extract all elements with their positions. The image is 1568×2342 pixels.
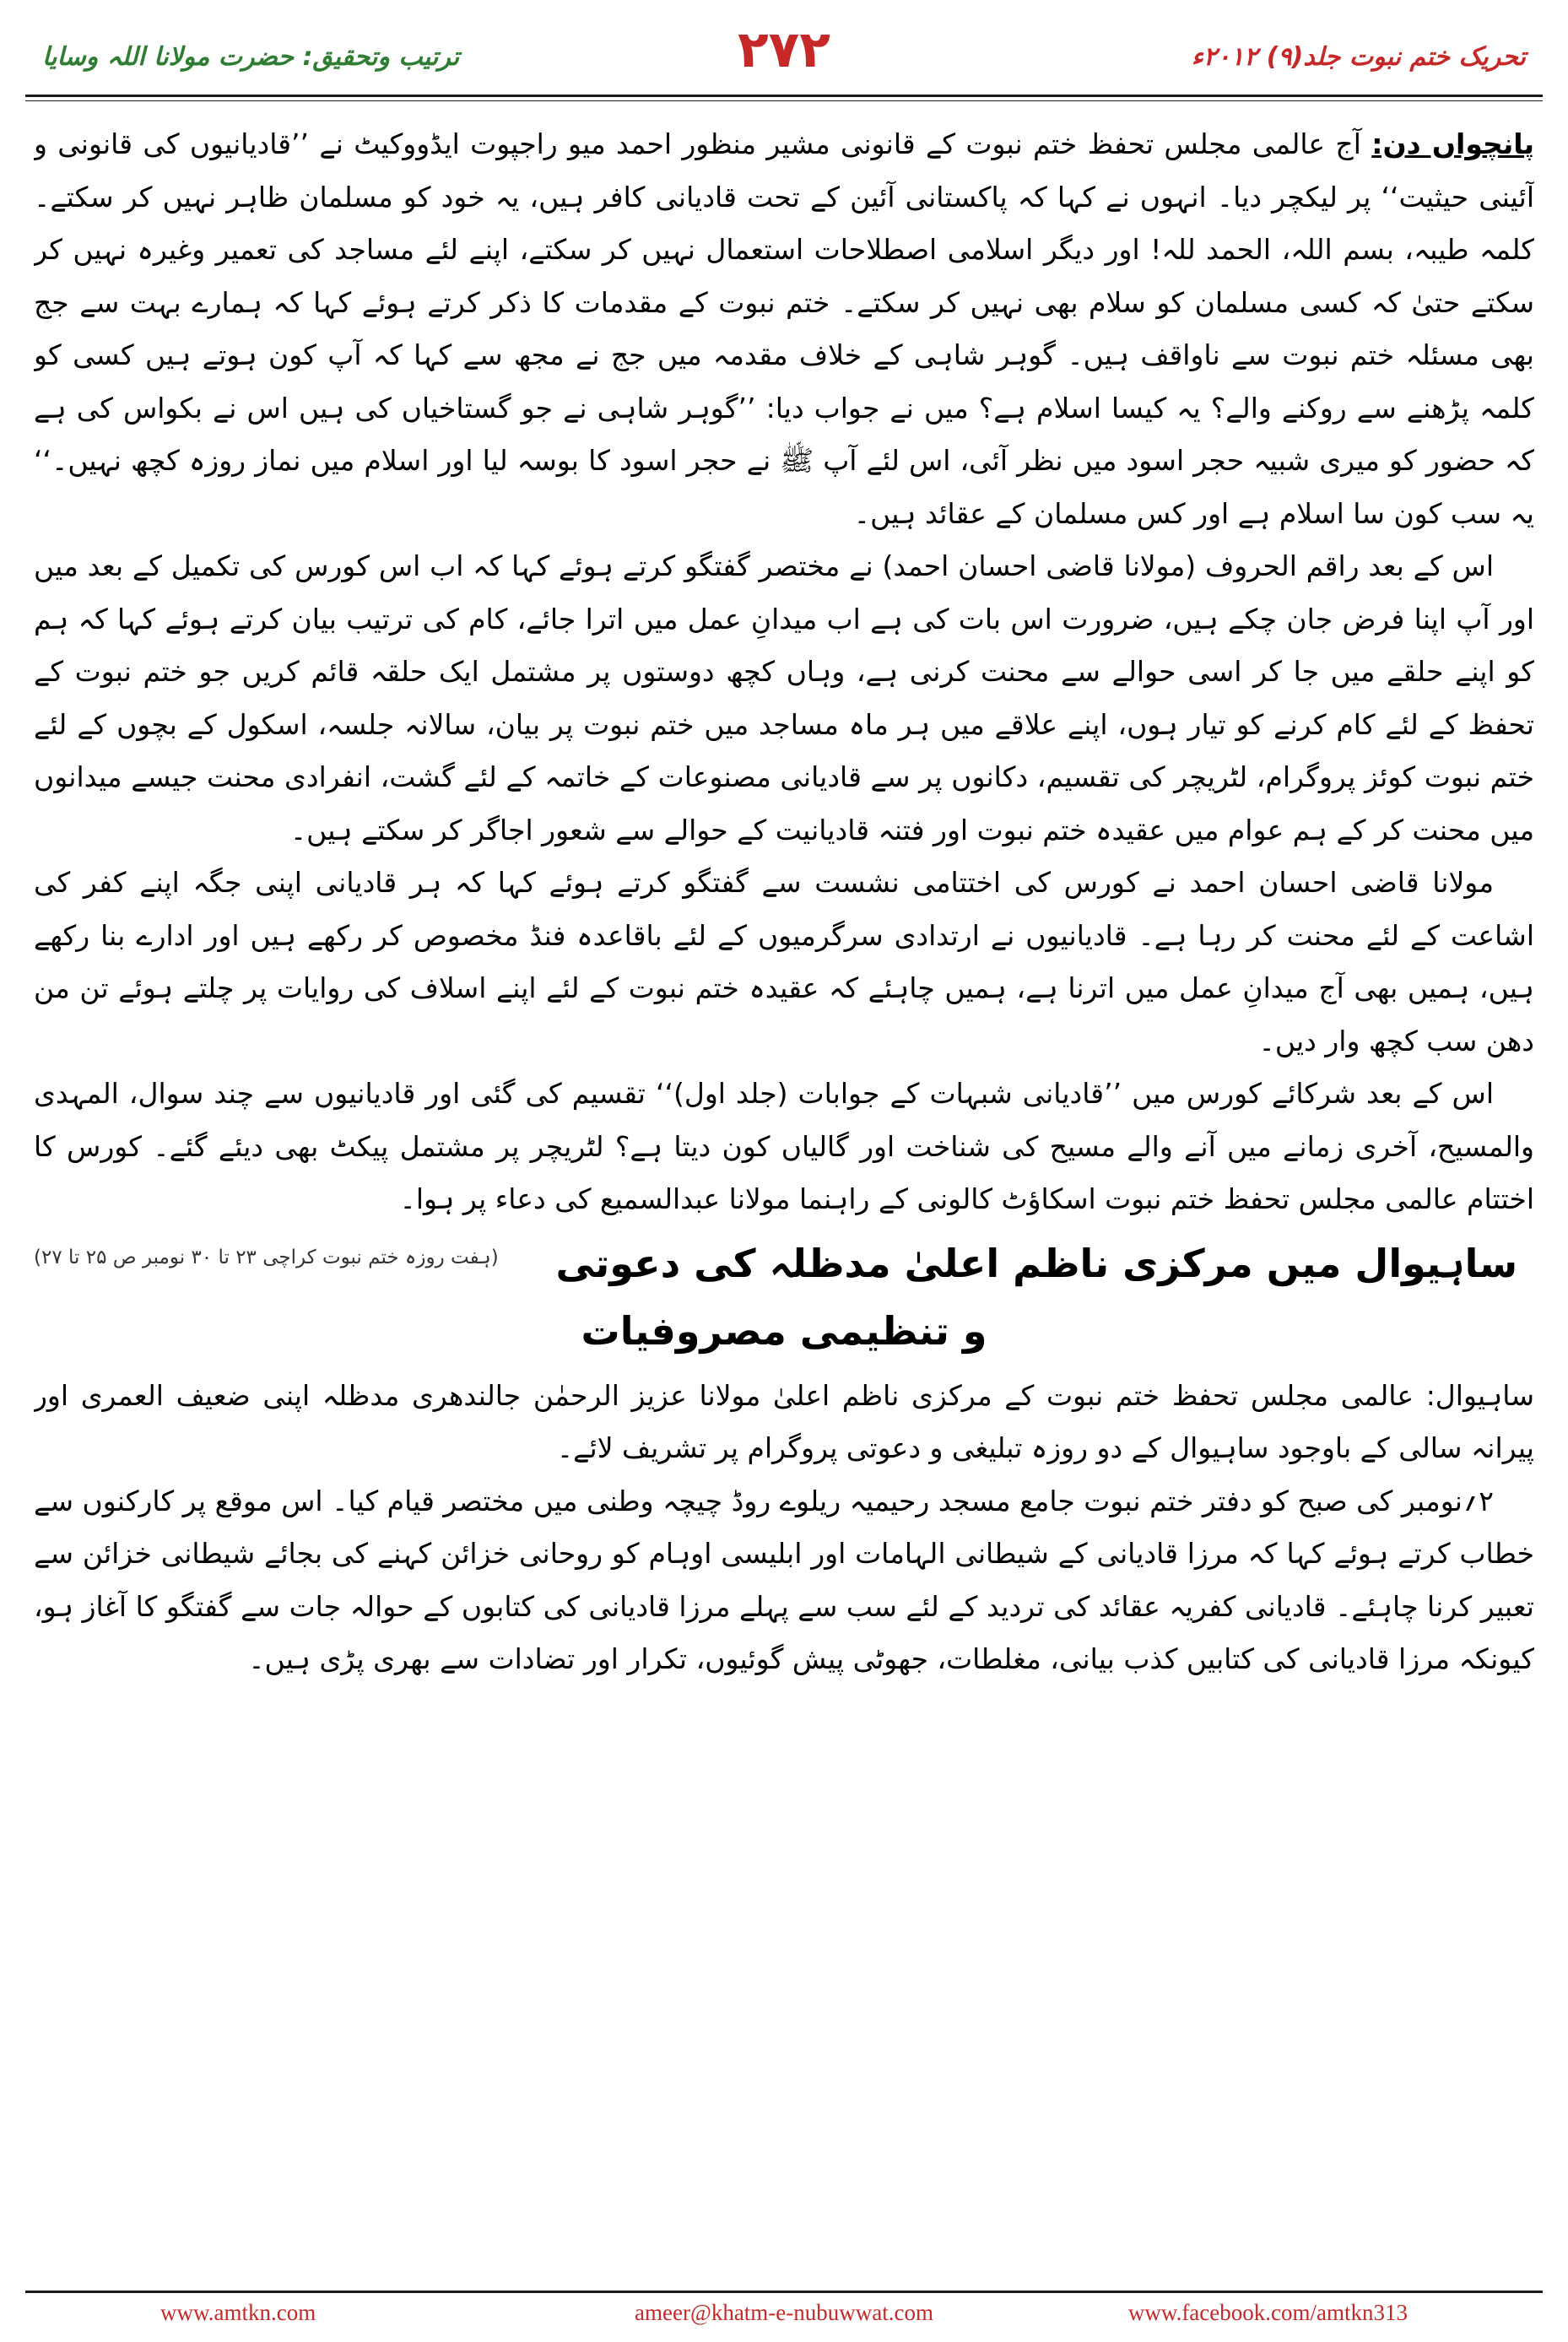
source-citation: (ہفت روزہ ختم نبوت کراچی ۲۳ تا ۳۰ نومبر ص ۲۵ تا ۲۷)	[34, 1246, 499, 1268]
editor-credit: ترتیب وتحقیق: حضرت مولانا اللہ وسایا	[42, 42, 460, 72]
facebook-link[interactable]: www.facebook.com/amtkn313	[1127, 2300, 1408, 2325]
paragraph-closing-session: مولانا قاضی احسان احمد نے کورس کی اختتامی نشست سے گفتگو کرتے ہوئے کہا کہ ہر قادیانی اپنی جگہ اپنے کفر کی اشاعت کے لئے محنت کر رہا ہے۔ قادیانیوں نے ارتدادی سرگرمیوں کے لئے باقاعدہ فنڈ مخصوص کر رکھے ہیں اور ادارے بنا رکھے ہیں، ہمیں بھی آج میدانِ عمل میں اترنا ہے، ہمیں چاہئے کہ عقیدہ ختم نبوت کے لئے اپنے اسلاف کی روایات پر چلتے ہوئے تن من دھن سب کچھ وار دیں۔	[34, 866, 1534, 1057]
paragraph-text: اس کے بعد شرکائے کورس میں ’’قادیانی شبہات کے جوابات (جلد اول)‘‘ تقسیم کی گئی اور قادیانیوں سے چند سوال، المہدی والمسیح، آخری زمانے میں آنے والے مسیح کی شناخت اور گالیاں کون دیتا ہے؟ لٹریچر پر مشتمل پیکٹ بھی دیئے گئے۔ کورس کا اختتام عالمی مجلس تحفظ ختم نبوت اسکاؤٹ کالونی کے راہنما مولانا عبدالسمیع کی دعاء پر ہوا۔	[34, 1077, 1534, 1215]
header-divider	[25, 95, 1543, 97]
email-link[interactable]: ameer@khatm-e-nubuwwat.com	[635, 2300, 933, 2325]
page-footer	[25, 2291, 1543, 2334]
paragraph-author-remarks: اس کے بعد راقم الحروف (مولانا قاضی احسان احمد) نے مختصر گفتگو کرتے ہوئے کہا کہ اب اس کورس کی تکمیل کے بعد میں اور آپ اپنا فرض جان چکے ہیں، ضرورت اس بات کی ہے اب میدانِ عمل میں اترا جائے، کام کی ترتیب بیان کرتے ہوئے کہا کہ ہم کو اپنے حلقے میں جا کر اسی حوالے سے محنت کرنی ہے، وہاں کچھ دوستوں پر مشتمل ایک حلقہ قائم کریں جو ختم نبوت کے تحفظ کے لئے کام کرنے کو تیار ہوں، اپنے علاقے میں ہر ماہ مساجد میں ختم نبوت پر بیان، سالانہ جلسہ، اسکول کے بچوں کے لئے ختم نبوت کوئز پروگرام، لٹریچر کی تقسیم، دکانوں پر سے قادیانی مصنوعات کے خاتمہ کے لئے گشت، انفرادی محنت جیسے میدانوں میں محنت کر کے ہم عوام میں عقیدہ ختم نبوت اور فتنہ قادیانیت کے حوالے سے شعور اجاگر کر سکتے ہیں۔	[34, 549, 1534, 846]
paragraph-sahiwal: ساہیوال: عالمی مجلس تحفظ ختم نبوت کے مرکزی ناظم اعلیٰ مولانا عزیز الرحمٰن جالندھری مدظلہ اپنی ضعیف العمری اور پیرانہ سالی کے باوجود ساہیوال کے دو روزہ تبلیغی و دعوتی پروگرام پر تشریف لائے۔	[34, 1378, 1534, 1464]
article-body	[34, 118, 1534, 2279]
website-link[interactable]: www.amtkn.com	[160, 2300, 316, 2325]
paragraph-distribution	[34, 1068, 1534, 1268]
paragraph-text: آج عالمی مجلس تحفظ ختم نبوت کے قانونی مشیر منظور احمد میو راجپوت ایڈووکیٹ نے ’’قادیانیوں کی قانونی و آئینی حیثیت‘‘ پر لیکچر دیا۔ انہوں نے کہا کہ پاکستانی آئین کے تحت قادیانی کافر ہیں، یہ خود کو مسلمان ظاہر نہیں کر سکتے۔ کلمہ طیبہ، بسم اللہ، الحمد للہ! اور دیگر اسلامی اصطلاحات استعمال نہیں کر سکتے، اپنے لئے مساجد کی تعمیر وغیرہ نہیں کر سکتے حتیٰ کہ کسی مسلمان کو سلام بھی نہیں کر سکتے۔ ختم نبوت کے مقدمات کا ذکر کرتے ہوئے کہا کہ ہمارے بہت سے جج بھی مسئلہ ختم نبوت سے ناواقف ہیں۔ گوہر شاہی کے خلاف مقدمہ میں جج نے مجھ سے کہا کہ آپ کون ہوتے ہیں کسی کو کلمہ پڑھنے سے روکنے والے؟ یہ کیسا اسلام ہے؟ میں نے جواب دیا: ’’گوہر شاہی نے جو گستاخیاں کی ہیں اس نے بکواس کی ہے کہ حضور کو میری شبیہ حجر اسود میں نظر آئی، اس لئے آپ ﷺ نے حجر اسود کا بوسہ لیا اور اسلام میں نماز روزہ کچھ نہیں۔‘‘ یہ سب کون سا اسلام ہے اور کس مسلمان کے عقائد ہیں۔	[34, 127, 1534, 530]
section-heading: ساہیوال میں مرکزی ناظم اعلیٰ مدظلہ کی دعوتی و تنظیمی مصروفیات	[555, 1240, 1518, 1354]
page-header	[25, 17, 1543, 97]
day-label: پانچواں دن:	[1371, 127, 1534, 160]
paragraph-day-five	[34, 118, 1534, 540]
header-divider-thin	[25, 100, 1543, 101]
series-title: تحریک ختم نبوت جلد(۹) ۲۰۱۲ء	[1191, 42, 1526, 72]
paragraph-november-visit: ۲؍نومبر کی صبح کو دفتر ختم نبوت جامع مسجد رحیمیہ ریلوے روڈ چیچہ وطنی میں مختصر قیام کیا۔ اس موقع پر کارکنوں سے خطاب کرتے ہوئے کہا کہ مرزا قادیانی کے شیطانی الہامات اور ابلیسی اوہام کو روحانی خزائن کہنے کی بجائے شیطانی خزائن سے تعبیر کرنا چاہئے۔ قادیانی کفریہ عقائد کی تردید کے لئے سب سے پہلے مرزا قادیانی کی کتابوں کے حوالہ جات سے گفتگو کا آغاز ہو، کیونکہ مرزا قادیانی کی کتابیں کذب بیانی، مغلطات، جھوٹی پیش گوئیوں، تکرار اور تضادات سے بھری پڑی ہیں۔	[34, 1484, 1534, 1675]
page-number: ۲۷۲	[738, 20, 830, 79]
